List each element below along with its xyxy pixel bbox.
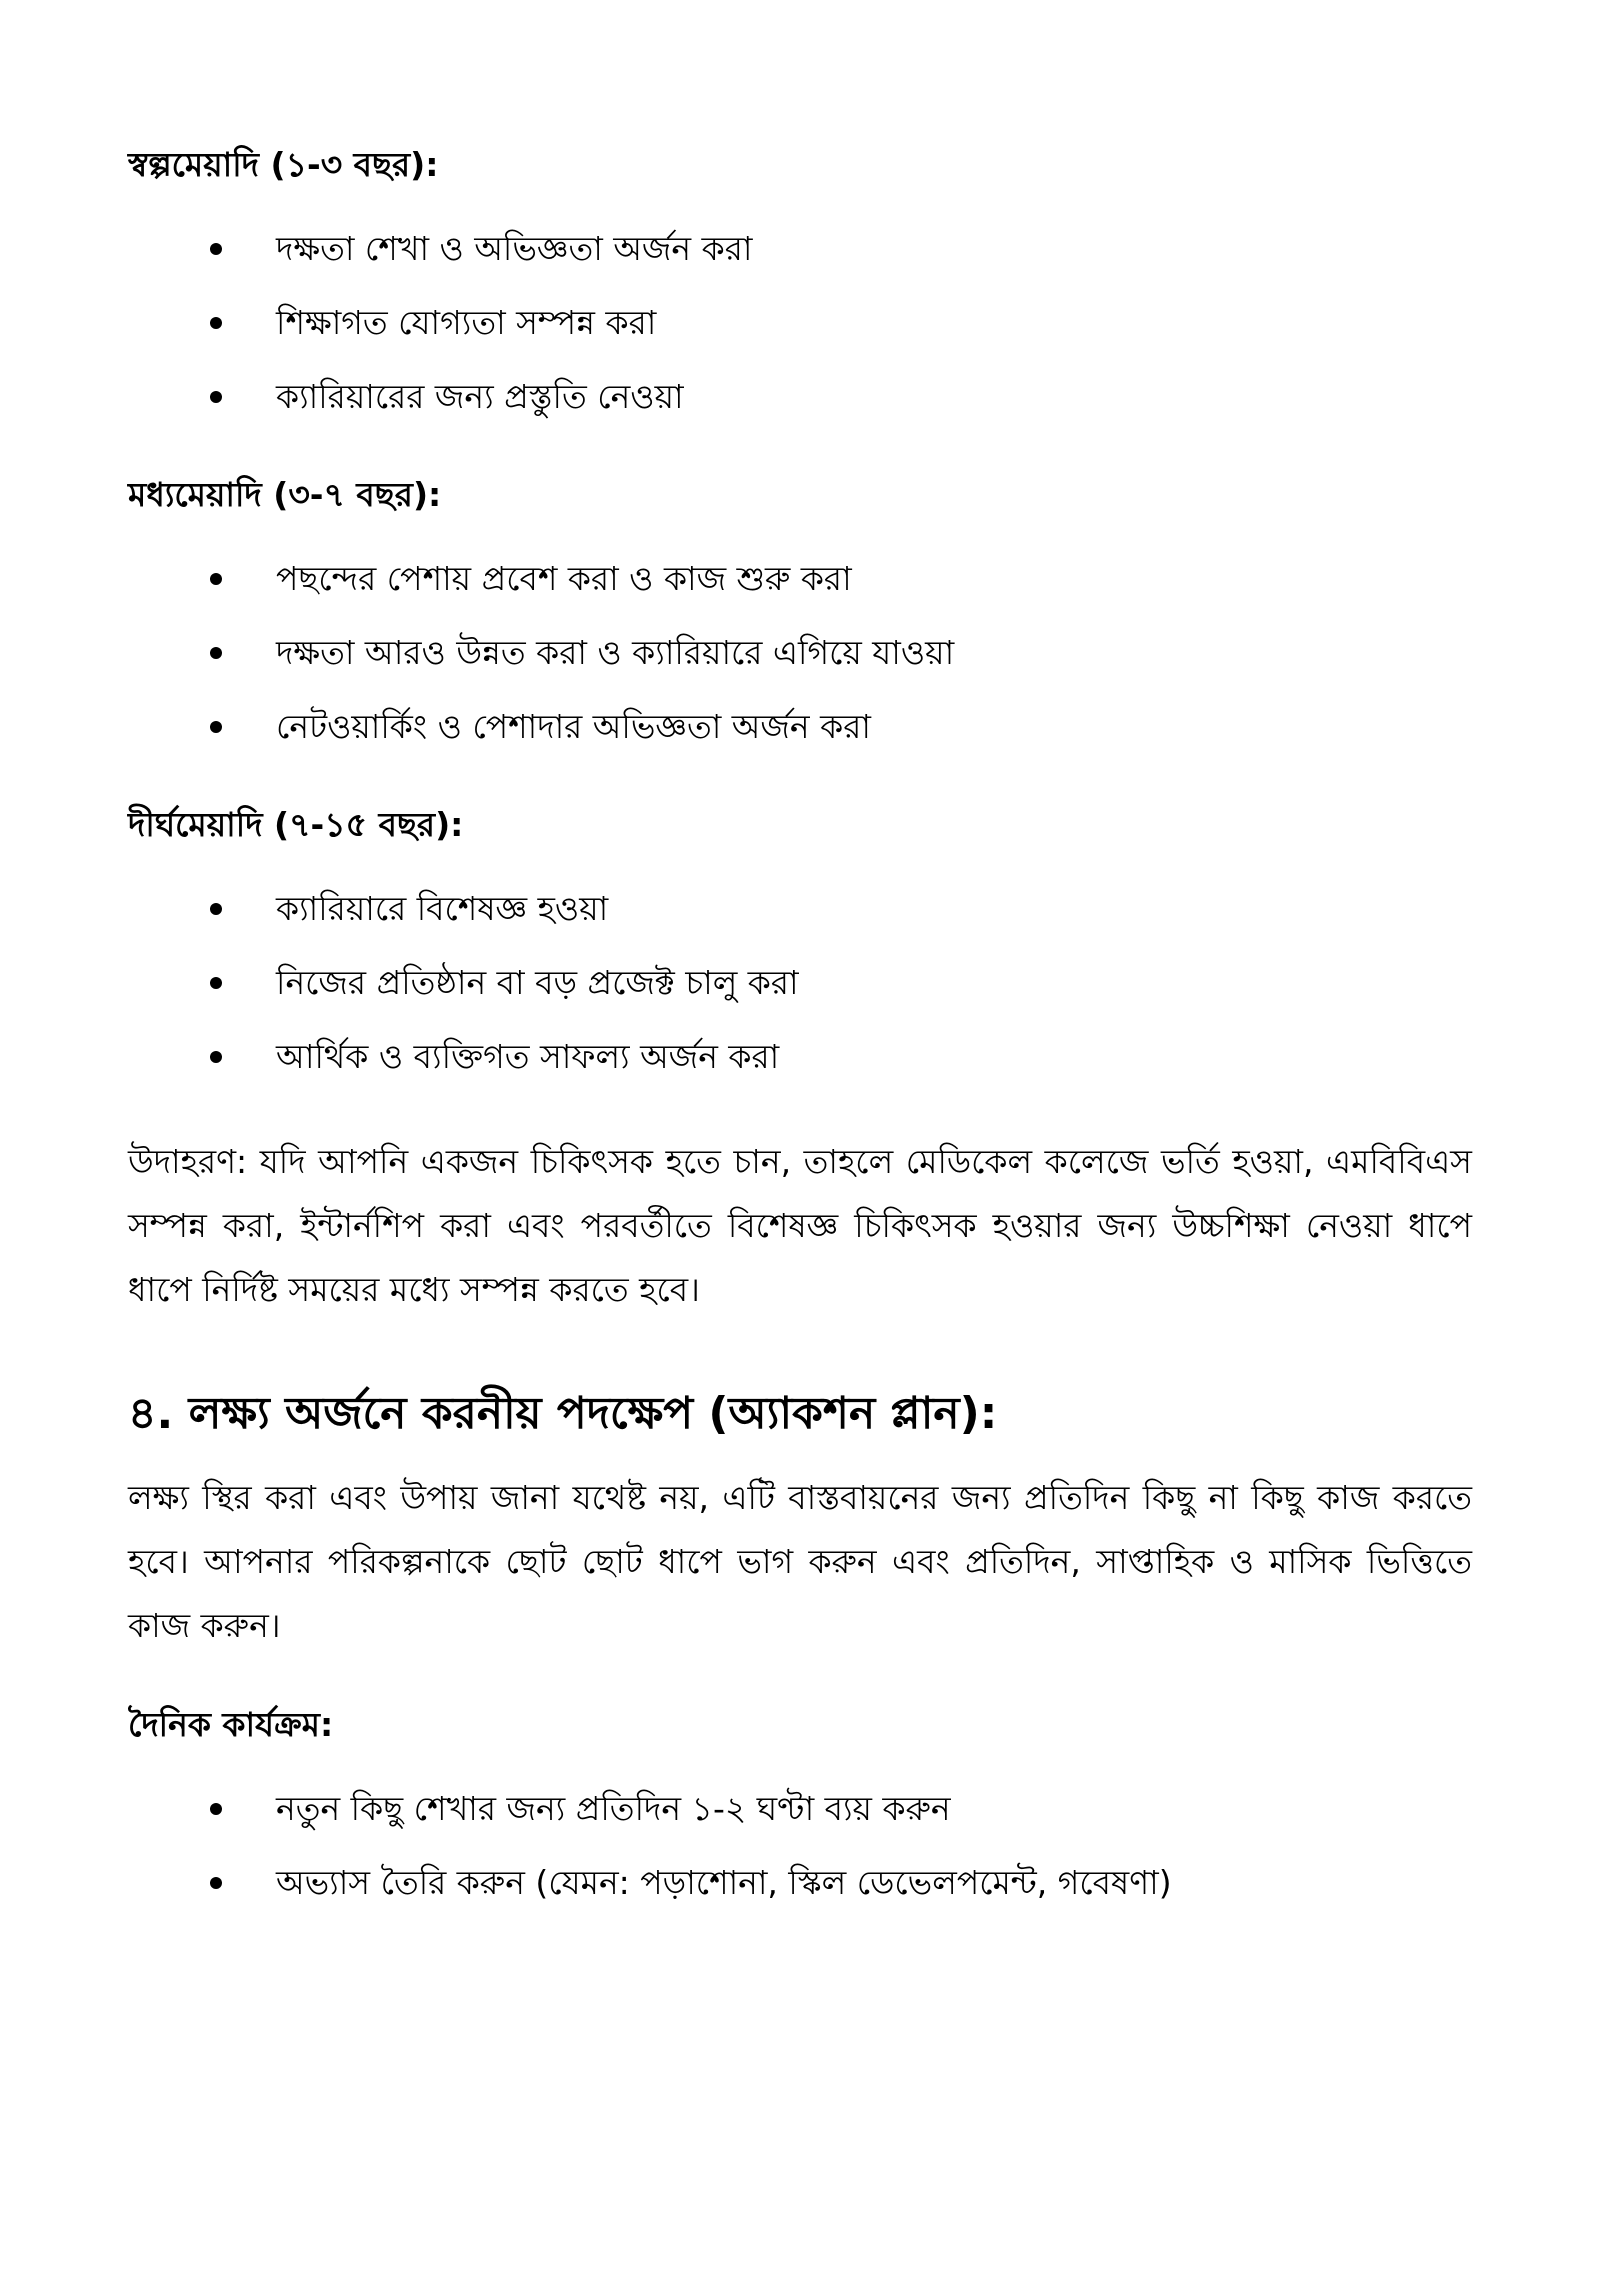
example-paragraph: উদাহরণ: যদি আপনি একজন চিকিৎসক হতে চান, তাহলে মেডিকেল কলেজে ভর্তি হওয়া, এমবিবিএস সম্পন্ন করা, ইন্টার্নশিপ করা এবং পরবর্তীতে বিশেষজ্ঞ চিকিৎসক হওয়ার জন্য উচ্চশিক্ষা নেওয়া ধাপে ধাপে নির্দিষ্ট সময়ের মধ্যে সম্পন্ন করতে হবে। xyxy=(128,1142,1472,1309)
list-item-text: নতুন কিছু শেখার জন্য প্রতিদিন ১-২ ঘণ্টা ব্যয় করুন xyxy=(276,1789,951,1828)
bullet-icon xyxy=(210,391,222,403)
mid-term-list xyxy=(128,542,1472,764)
action-plan-paragraph: লক্ষ্য স্থির করা এবং উপায় জানা যথেষ্ট নয়, এটি বাস্তবায়নের জন্য প্রতিদিন কিছু না কিছু কাজ করতে হবে। আপনার পরিকল্পনাকে ছোট ছোট ধাপে ভাগ করুন এবং প্রতিদিন, সাপ্তাহিক ও মাসিক ভিত্তিতে কাজ করুন। xyxy=(128,1478,1472,1645)
list-item xyxy=(128,1846,1472,1920)
list-item-text: নেটওয়ার্কিং ও পেশাদার অভিজ্ঞতা অর্জন করা xyxy=(276,707,871,746)
action-plan-heading: ৪. লক্ষ্য অর্জনে করনীয় পদক্ষেপ (অ্যাকশন প্লান): xyxy=(128,1388,998,1439)
bullet-icon xyxy=(210,721,222,733)
short-term-list xyxy=(128,212,1472,434)
bullet-icon xyxy=(210,317,222,329)
bullet-icon xyxy=(210,573,222,585)
section-title-short-term: স্বল্পমেয়াদি (১-৩ বছর): xyxy=(128,145,439,184)
daily-activities-list xyxy=(128,1772,1472,1920)
list-item xyxy=(128,616,1472,690)
section-mid-term xyxy=(128,468,1472,764)
list-item-text: পছন্দের পেশায় প্রবেশ করা ও কাজ শুরু করা xyxy=(276,559,852,598)
bullet-icon xyxy=(210,903,222,915)
list-item xyxy=(128,212,1472,286)
list-item-text: নিজের প্রতিষ্ঠান বা বড় প্রজেক্ট চালু করা xyxy=(276,963,799,1002)
list-item xyxy=(128,946,1472,1020)
list-item xyxy=(128,872,1472,946)
bullet-icon xyxy=(210,1051,222,1063)
section-action-plan xyxy=(128,1382,1472,1920)
bullet-icon xyxy=(210,647,222,659)
bullet-icon xyxy=(210,1877,222,1889)
list-item-text: আর্থিক ও ব্যক্তিগত সাফল্য অর্জন করা xyxy=(276,1037,780,1076)
section-title-long-term: দীর্ঘমেয়াদি (৭-১৫ বছর): xyxy=(128,805,464,844)
list-item xyxy=(128,1772,1472,1846)
section-long-term xyxy=(128,798,1472,1094)
list-item-text: দক্ষতা আরও উন্নত করা ও ক্যারিয়ারে এগিয়ে যাওয়া xyxy=(276,633,955,672)
bullet-icon xyxy=(210,1803,222,1815)
list-item xyxy=(128,690,1472,764)
section-title-mid-term: মধ্যমেয়াদি (৩-৭ বছর): xyxy=(128,475,442,514)
list-item xyxy=(128,542,1472,616)
bullet-icon xyxy=(210,243,222,255)
bullet-icon xyxy=(210,977,222,989)
section-short-term xyxy=(128,138,1472,434)
list-item-text: ক্যারিয়ারে বিশেষজ্ঞ হওয়া xyxy=(276,889,609,928)
list-item xyxy=(128,1020,1472,1094)
list-item-text: অভ্যাস তৈরি করুন (যেমন: পড়াশোনা, স্কিল ডেভেলপমেন্ট, গবেষণা) xyxy=(276,1863,1172,1902)
long-term-list xyxy=(128,872,1472,1094)
list-item-text: শিক্ষাগত যোগ্যতা সম্পন্ন করা xyxy=(276,303,657,342)
list-item-text: ক্যারিয়ারের জন্য প্রস্তুতি নেওয়া xyxy=(276,377,684,416)
daily-activities-title: দৈনিক কার্যক্রম: xyxy=(128,1705,334,1744)
list-item xyxy=(128,360,1472,434)
list-item xyxy=(128,286,1472,360)
list-item-text: দক্ষতা শেখা ও অভিজ্ঞতা অর্জন করা xyxy=(276,229,753,268)
